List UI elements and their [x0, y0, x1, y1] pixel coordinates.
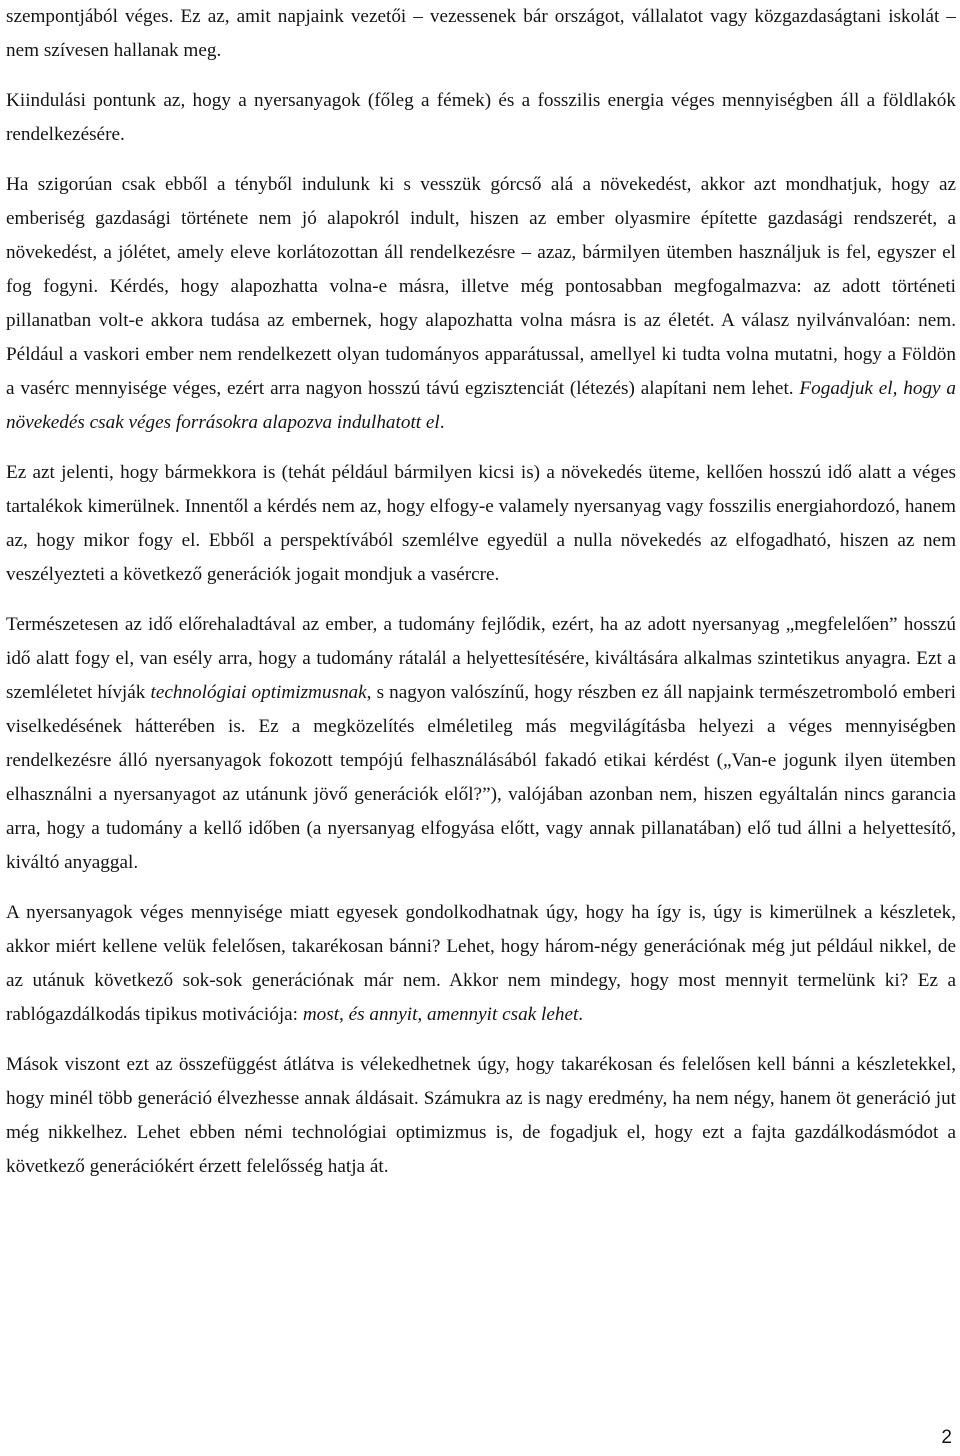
paragraph-6-emphasis: most, és annyit, amennyit csak lehet [302, 1004, 579, 1025]
paragraph-spacer [6, 152, 956, 168]
paragraph-4-text: Ez azt jelenti, hogy bármekkora is (tehát például bármilyen kicsi is) a növekedés üteme, kellően hosszú idő alatt a véges tartalékok kimerülnek. Innentől a kérdés nem az, hogy elfogy-e valamely nyersanyag vagy fosszilis energiahordozó, hanem az, hogy mikor fogy el. Ebből a perspektívából szemlélve egyedül a nulla növekedés az elfogadható, hiszen az nem veszélyezteti a következő generációk jogait mondjuk a vasércre. [6, 462, 956, 585]
paragraph-spacer [6, 592, 956, 608]
paragraph-5 [6, 608, 956, 880]
paragraph-spacer [6, 68, 956, 84]
paragraph-5-emphasis: technológiai optimizmusnak [150, 682, 367, 703]
paragraph-1 [6, 0, 956, 68]
paragraph-2 [6, 84, 956, 152]
paragraph-spacer [6, 1032, 956, 1048]
paragraph-spacer [6, 440, 956, 456]
paragraph-5-text-end: , s nagyon valószínű, hogy részben ez áll napjaink természetromboló emberi viselkedésének hátterében is. Ez a megközelítés elméletileg más megvilágításba helyezi a véges mennyiségben rendelkezésre álló nyersanyagok fokozott tempójú felhasználásából fakadó etikai kérdést („Van-e jogunk ilyen ütemben elhasználni a nyersanyagot az utánunk jövő generációk elől?”), valójában azonban nem, hiszen egyáltalán nincs garancia arra, hogy a tudomány a kellő időben (a nyersanyag elfogyása előtt, vagy annak pillanatában) elő tud állni a helyettesítő, kiváltó anyaggal. [6, 682, 956, 873]
paragraph-3-text: Ha szigorúan csak ebből a tényből indulunk ki s vesszük górcső alá a növekedést, akkor azt mondhatjuk, hogy az emberiség gazdasági története nem jó alapokról indult, hiszen az ember olyasmire építette gazdasági rendszerét, a növekedést, a jólétet, amely eleve korlátozottan áll rendelkezésre – azaz, bármilyen ütemben használjuk is fel, egyszer el fog fogyni. Kérdés, hogy alapozhatta volna-e másra, illetve még pontosabban megfogalmazva: az adott történeti pillanatban volt-e akkora tudása az embernek, hogy alapozhatta volna másra is az életét. A válasz nyilvánvalóan: nem. Például a vaskori ember nem rendelkezett olyan tudományos apparátussal, amellyel ki tudta volna mutatni, hogy a Földön a vasérc mennyisége véges, ezért arra nagyon hosszú távú egzisztenciát (létezés) alapítani nem lehet. [6, 174, 956, 399]
paragraph-6-text: A nyersanyagok véges mennyisége miatt egyesek gondolkodhatnak úgy, hogy ha így is, úgy is kimerülnek a készletek, akkor miért kellene velük felelősen, takarékosan bánni? Lehet, hogy három-négy generációnak még jut például nikkel, de az utánuk következő sok-sok generációnak már nem. Akkor nem mindegy, hogy most mennyit termelünk ki? Ez a rablógazdálkodás tipikus motivációja: [6, 902, 956, 1025]
paragraph-4 [6, 456, 956, 592]
paragraph-3-end: . [439, 412, 445, 433]
paragraph-6 [6, 896, 956, 1032]
paragraph-7-text: Mások viszont ezt az összefüggést átlátva is vélekedhetnek úgy, hogy takarékosan és felelősen kell bánni a készletekkel, hogy minél több generáció élvezhesse annak áldásait. Számukra az is nagy eredmény, ha nem négy, hanem öt generáció jut még nikkelhez. Lehet ebben némi technológiai optimizmus is, de fogadjuk el, hogy ezt a fajta gazdálkodásmódot a következő generációkért érzett felelősség hatja át. [6, 1054, 956, 1177]
paragraph-5-text-start: Természetesen az idő előrehaladtával az ember, a tudomány fejlődik, ezért, ha az adott nyersanyag „megfelelően” hosszú idő alatt fogy el, van esély arra, hogy a tudomány rátalál a helyettesítésére, kiváltására alkalmas szintetikus anyagra. Ezt a szemléletet hívják [6, 614, 956, 703]
paragraph-3 [6, 168, 956, 440]
paragraph-3-emphasis: Fogadjuk el, hogy a növekedés csak véges forrásokra alapozva indulhatott el [6, 378, 956, 433]
paragraph-6-end: . [578, 1004, 584, 1025]
paragraph-1-text: szempontjából véges. Ez az, amit napjaink vezetői – vezessenek bár országot, vállalatot vagy közgazdaságtani iskolát – nem szívesen hallanak meg. [6, 6, 956, 61]
paragraph-spacer [6, 880, 956, 896]
paragraph-2-text: Kiindulási pontunk az, hogy a nyersanyagok (főleg a fémek) és a fosszilis energia véges mennyiségben áll a földlakók rendelkezésére. [6, 90, 956, 145]
document-body [6, 0, 956, 1184]
page-number: 2 [941, 1427, 952, 1448]
paragraph-7 [6, 1048, 956, 1184]
